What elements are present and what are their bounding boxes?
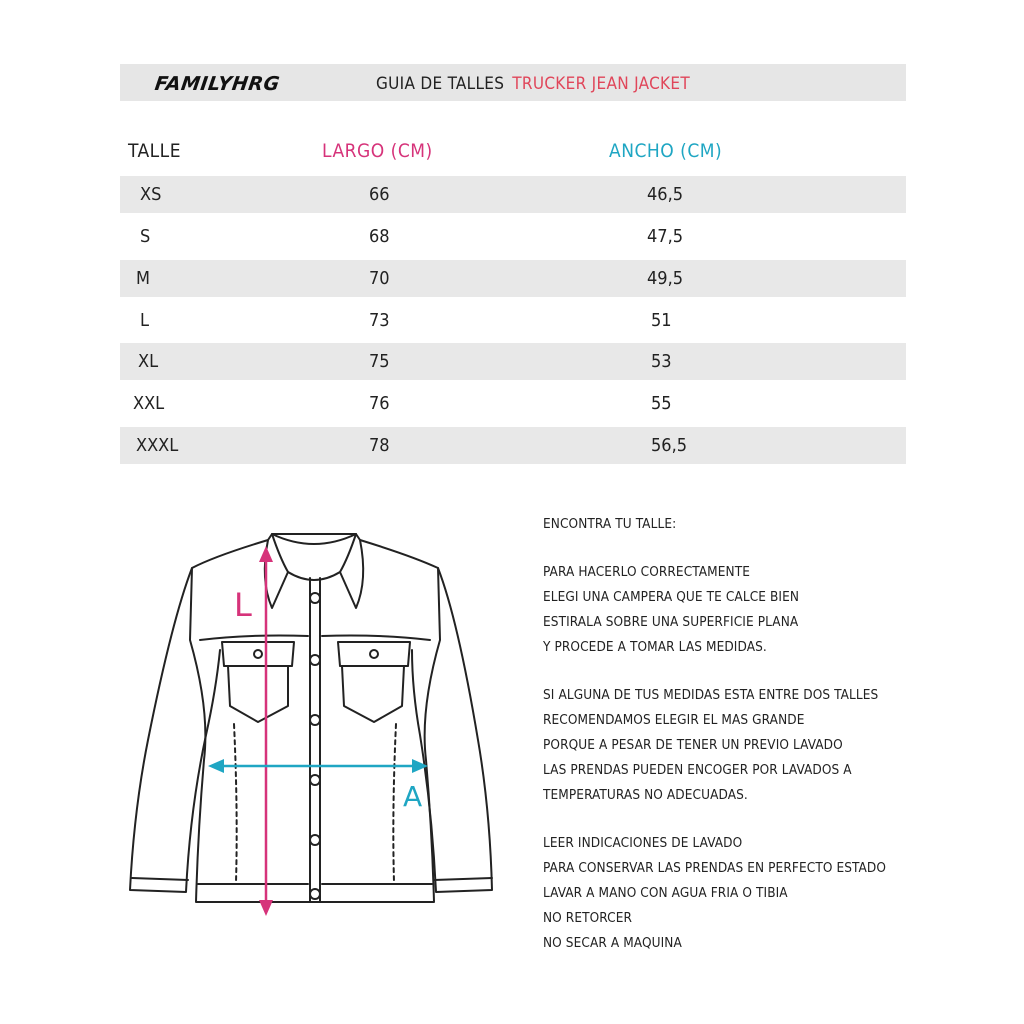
table-row <box>120 302 906 339</box>
guide-title-text: GUIA DE TALLES <box>376 74 505 94</box>
instruction-line: NO RETORCER <box>543 910 633 926</box>
size-cell: M <box>136 268 150 289</box>
table-row <box>120 385 906 422</box>
length-cell: 75 <box>369 351 390 372</box>
width-cell: 51 <box>651 310 672 331</box>
column-header-size: TALLE <box>128 140 181 162</box>
instructions <box>543 512 943 956</box>
instruction-line: PORQUE A PESAR DE TENER UN PREVIO LAVADO <box>543 737 843 753</box>
spacer <box>543 808 943 831</box>
column-header-length: LARGO (CM) <box>322 140 433 162</box>
width-label: A <box>403 780 423 813</box>
length-cell: 70 <box>369 268 390 289</box>
width-cell: 53 <box>651 351 672 372</box>
guide-title <box>376 72 690 96</box>
instruction-line: LAVAR A MANO CON AGUA FRIA O TIBIA <box>543 885 788 901</box>
table-row <box>120 218 906 255</box>
instruction-line: Y PROCEDE A TOMAR LAS MEDIDAS. <box>543 639 767 655</box>
length-label: L <box>234 586 252 624</box>
width-arrow <box>208 759 428 773</box>
table-row <box>120 260 906 297</box>
instruction-line: RECOMENDAMOS ELEGIR EL MAS GRANDE <box>543 712 805 728</box>
product-name: TRUCKER JEAN JACKET <box>512 74 690 94</box>
size-cell: L <box>140 310 150 331</box>
length-cell: 73 <box>369 310 390 331</box>
table-row <box>120 427 906 464</box>
instruction-line: NO SECAR A MAQUINA <box>543 935 682 951</box>
instruction-line: LEER INDICACIONES DE LAVADO <box>543 835 743 851</box>
jacket-diagram <box>120 510 520 930</box>
length-cell: 66 <box>369 184 390 205</box>
instruction-line: PARA CONSERVAR LAS PRENDAS EN PERFECTO ESTADO <box>543 860 887 876</box>
instruction-line: PARA HACERLO CORRECTAMENTE <box>543 564 750 580</box>
jacket-buttons <box>254 593 378 899</box>
spacer <box>543 537 943 560</box>
instruction-line: ELEGI UNA CAMPERA QUE TE CALCE BIEN <box>543 589 800 605</box>
instruction-line: ESTIRALA SOBRE UNA SUPERFICIE PLANA <box>543 614 799 630</box>
instructions-heading: ENCONTRA TU TALLE: <box>543 516 677 532</box>
size-cell: XXL <box>133 393 165 414</box>
length-arrow <box>259 546 273 916</box>
column-header-width: ANCHO (CM) <box>609 140 723 162</box>
width-cell: 55 <box>651 393 672 414</box>
spacer <box>543 660 943 683</box>
width-cell: 46,5 <box>647 184 684 205</box>
brand-logo: FAMILYHRG <box>153 73 282 95</box>
instruction-line: SI ALGUNA DE TUS MEDIDAS ESTA ENTRE DOS TALLES <box>543 687 879 703</box>
table-row <box>120 176 906 213</box>
length-cell: 76 <box>369 393 390 414</box>
width-cell: 47,5 <box>647 226 684 247</box>
size-cell: S <box>140 226 151 247</box>
length-cell: 78 <box>369 435 390 456</box>
length-cell: 68 <box>369 226 390 247</box>
size-cell: XL <box>138 351 159 372</box>
table-row <box>120 343 906 380</box>
instruction-line: LAS PRENDAS PUEDEN ENCOGER POR LAVADOS A <box>543 762 852 778</box>
width-cell: 49,5 <box>647 268 684 289</box>
size-cell: XS <box>140 184 162 205</box>
size-cell: XXXL <box>136 435 179 456</box>
width-cell: 56,5 <box>651 435 688 456</box>
instruction-line: TEMPERATURAS NO ADECUADAS. <box>543 787 748 803</box>
